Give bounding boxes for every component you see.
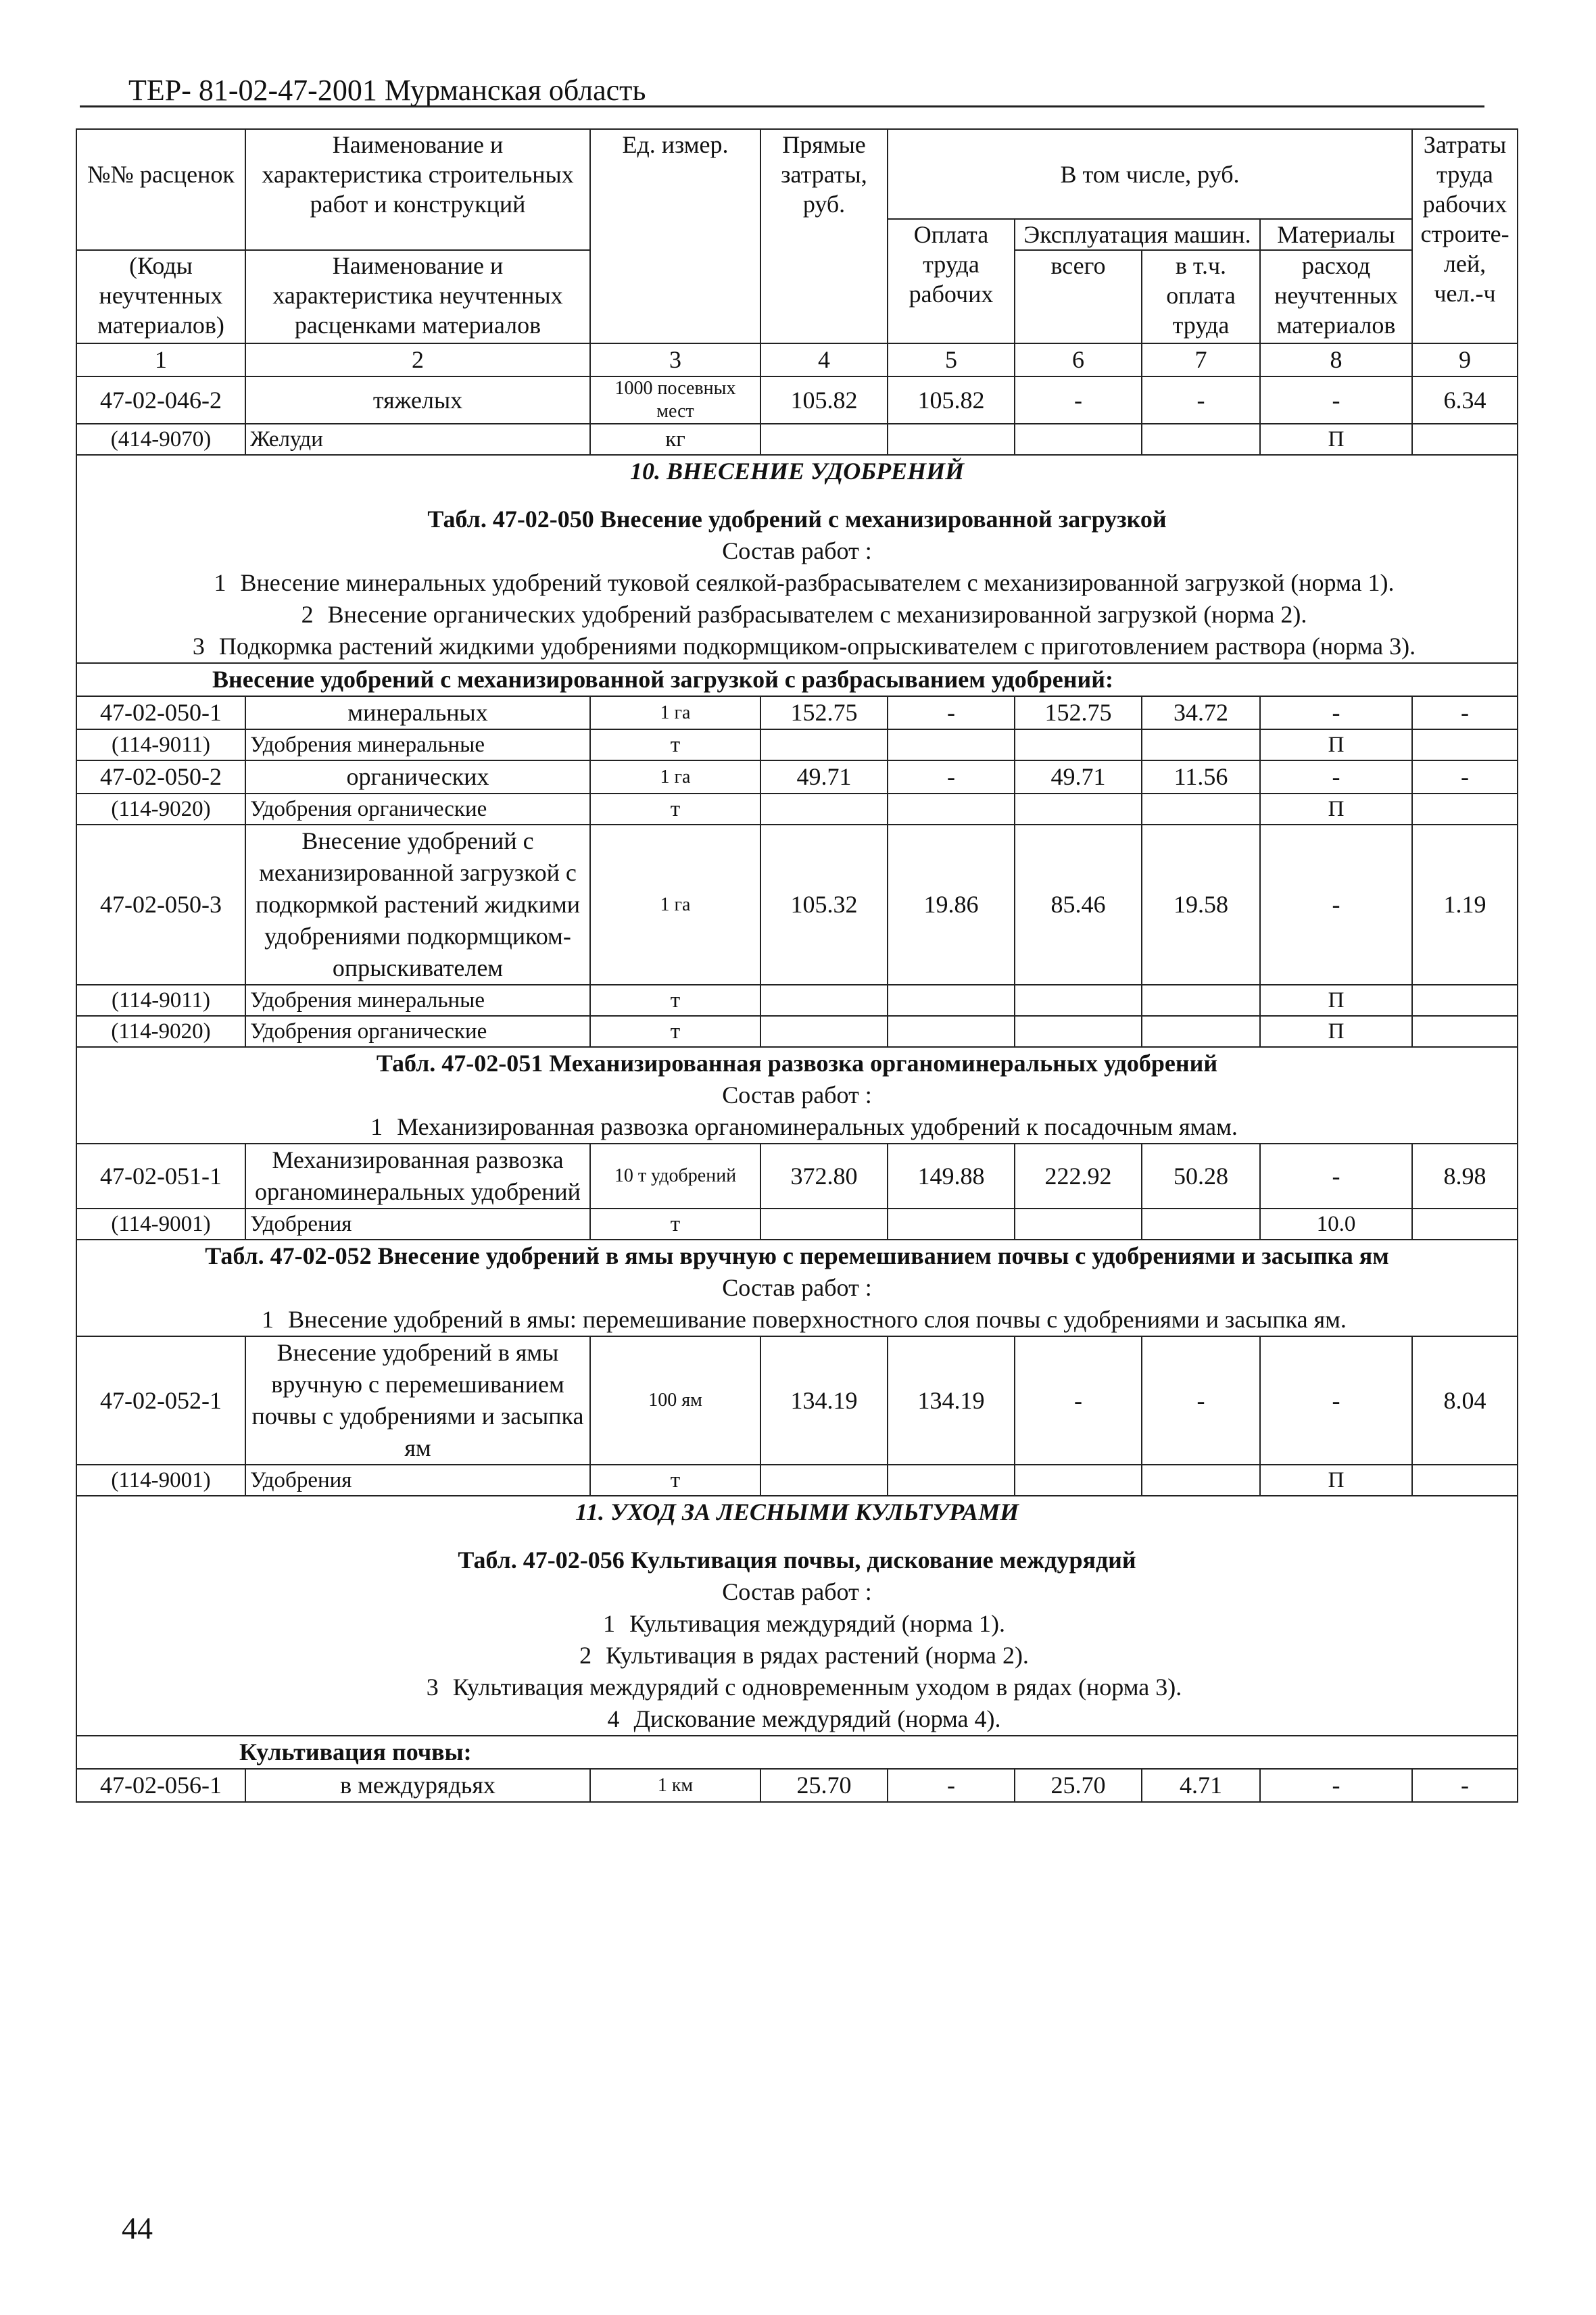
rates-table — [76, 128, 1518, 1803]
table-row: 47-02-051-1 Механизированная развозка органоминеральных удобрений 10 т удобрений 372.80 149.88 222.92 50.28 - 8.98 — [76, 1144, 1518, 1209]
page-number: 44 — [122, 2211, 153, 2245]
work-item: 3 Культивация междурядий с одновременным уходом в рядах (норма 3). — [76, 1672, 1518, 1703]
group-label: Культивация почвы: — [76, 1736, 1518, 1769]
col-hours-header: Затраты труда рабочих строите-лей, чел.-ч — [1412, 129, 1518, 343]
work-item: 3 Подкормка растений жидкими удобрениями подкормщиком-опрыскивателем с приготовлением раствора (норма 3). — [76, 631, 1518, 663]
col-num: 2 — [245, 343, 590, 376]
work-item: 1 Внесение минеральных удобрений туковой сеялкой-разбрасывателем с механизированной загрузкой (норма 1). — [76, 567, 1518, 599]
col-num: 7 — [1142, 343, 1260, 376]
col-labor-header: Оплата труда рабочих — [888, 219, 1015, 343]
work-composition-label: Состав работ : — [76, 1079, 1518, 1111]
table-row: 47-02-050-1 минеральных 1 га 152.75 - 152.75 34.72 - - — [76, 696, 1518, 729]
section-title: 11. УХОД ЗА ЛЕСНЫМИ КУЛЬТУРАМИ — [76, 1496, 1518, 1528]
table-title: Табл. 47-02-052 Внесение удобрений в ямы вручную с перемешиванием почвы с удобрениями и засыпка ям — [76, 1240, 1518, 1272]
table-title: Табл. 47-02-056 Культивация почвы, дискование междурядий — [76, 1528, 1518, 1576]
col-name-header: Наименование и характеристика строительных работ и конструкций — [245, 129, 590, 219]
material-row: (114-9020) Удобрения органические т П — [76, 1016, 1518, 1047]
material-row: (414-9070) Желуди кг П — [76, 424, 1518, 455]
work-item: 1 Внесение удобрений в ямы: перемешивание поверхностного слоя почвы с удобрениями и засыпка ям. — [76, 1304, 1518, 1336]
material-row: (114-9001) Удобрения т 10.0 — [76, 1209, 1518, 1240]
table-title: Табл. 47-02-051 Механизированная развозка органоминеральных удобрений — [76, 1047, 1518, 1079]
col-num: 6 — [1015, 343, 1142, 376]
col-code2-header: (Коды неучтенных материалов) — [76, 250, 245, 340]
col-machines-labor-header: в т.ч. оплата труда — [1142, 250, 1260, 343]
section-title: 10. ВНЕСЕНИЕ УДОБРЕНИЙ — [76, 455, 1518, 487]
work-item: 1 Механизированная развозка органоминеральных удобрений к посадочным ямам. — [76, 1111, 1518, 1144]
col-name2-header: Наименование и характеристика неучтенных расценками материалов — [245, 250, 590, 340]
work-composition-label: Состав работ : — [76, 535, 1518, 567]
work-item: 4 Дискование междурядий (норма 4). — [76, 1703, 1518, 1736]
col-machines-group-header: Эксплуатация машин. — [1015, 219, 1260, 250]
col-num: 3 — [590, 343, 760, 376]
material-row: (114-9020) Удобрения органические т П — [76, 794, 1518, 825]
work-composition-label: Состав работ : — [76, 1576, 1518, 1608]
work-item: 2 Культивация в рядах растений (норма 2). — [76, 1640, 1518, 1672]
col-group-header: В том числе, руб. — [888, 129, 1412, 219]
col-num: 8 — [1260, 343, 1412, 376]
col-num: 4 — [760, 343, 888, 376]
col-direct-header: Прямые затраты, руб. — [760, 129, 888, 343]
col-num: 1 — [76, 343, 245, 376]
col-machines-total-header: всего — [1015, 250, 1142, 343]
group-label: Внесение удобрений с механизированной загрузкой с разбрасыванием удобрений: — [76, 663, 1518, 696]
table-title: Табл. 47-02-050 Внесение удобрений с механизированной загрузкой — [76, 487, 1518, 535]
work-item: 2 Внесение органических удобрений разбрасывателем с механизированной загрузкой (норма 2). — [76, 599, 1518, 631]
work-composition-label: Состав работ : — [76, 1272, 1518, 1304]
col-num: 5 — [888, 343, 1015, 376]
col-materials-header: Материалы — [1260, 219, 1412, 250]
header-row-1 — [76, 129, 1518, 219]
col-unit-header: Ед. измер. — [590, 129, 760, 343]
price-table — [76, 128, 1517, 1803]
material-row: (114-9001) Удобрения т П — [76, 1465, 1518, 1496]
table-row: 47-02-046-2 тяжелых 1000 посевных мест 105.82 105.82 - - - 6.34 — [76, 376, 1518, 424]
work-item: 1 Культивация междурядий (норма 1). — [76, 1608, 1518, 1640]
column-numbers-row — [76, 343, 1518, 376]
col-mat-consumption-header: расход неучтенных материалов — [1260, 250, 1412, 343]
col-code-header: №№ расценок — [76, 129, 245, 219]
material-row: (114-9011) Удобрения минеральные т П — [76, 729, 1518, 760]
header-rule — [80, 105, 1484, 107]
table-row: 47-02-056-1 в междурядьях 1 км 25.70 - 25.70 4.71 - - — [76, 1769, 1518, 1802]
table-row: 47-02-052-1 Внесение удобрений в ямы вручную с перемешиванием почвы с удобрениями и засыпка ям 100 ям 134.19 134.19 - - - 8.04 — [76, 1336, 1518, 1465]
material-row: (114-9011) Удобрения минеральные т П — [76, 985, 1518, 1016]
table-row: 47-02-050-2 органических 1 га 49.71 - 49.71 11.56 - - — [76, 760, 1518, 794]
table-row: 47-02-050-3 Внесение удобрений с механизированной загрузкой с подкормкой растений жидкими удобрениями подкормщиком-опрыскивателем 1 га 105.32 19.86 85.46 19.58 - 1.19 — [76, 825, 1518, 985]
page-header: ТЕР- 81-02-47-2001 Мурманская область — [128, 74, 646, 107]
col-num: 9 — [1412, 343, 1518, 376]
